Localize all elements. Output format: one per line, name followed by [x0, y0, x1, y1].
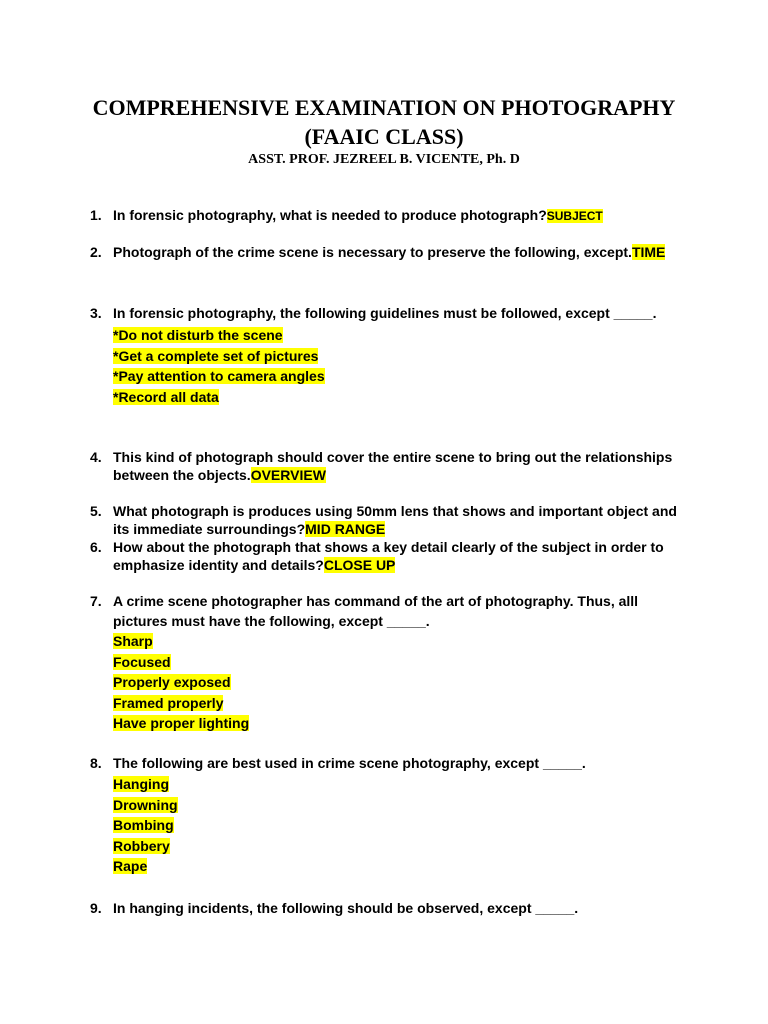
option-item: Bombing — [113, 817, 174, 833]
option-item: Drowning — [113, 796, 178, 813]
question-1 — [90, 206, 680, 225]
question-number: 8. — [90, 755, 102, 771]
option-item: Framed properly — [113, 694, 224, 711]
question-5 — [90, 502, 680, 538]
option-item: *Do not disturb the scene — [113, 327, 283, 343]
question-text: A crime scene photographer has command of the art of photography. Thus, alll pictures must have the following, except _____. — [113, 593, 639, 629]
question-number: 4. — [90, 449, 102, 465]
option-item: *Record all data — [113, 388, 219, 405]
option-item: Focused — [113, 653, 171, 670]
document-title: COMPREHENSIVE EXAMINATION ON PHOTOGRAPHY — [92, 95, 676, 120]
answer-highlight: TIME — [631, 244, 666, 260]
question-7 — [90, 591, 680, 734]
document-author: ASST. PROF. JEZREEL B. VICENTE, Ph. D — [248, 152, 520, 167]
answer-highlight: SUBJECT — [546, 209, 603, 223]
option-item: Have proper lighting — [113, 715, 250, 731]
question-text: In forensic photography, what is needed to produce photograph? — [113, 207, 547, 223]
question-8 — [90, 754, 680, 877]
option-item: Rape — [113, 858, 148, 874]
question-text: Photograph of the crime scene is necessary to preserve the following, except. — [113, 244, 632, 260]
question-number: 6. — [90, 539, 102, 555]
question-2 — [90, 243, 680, 261]
option-item: Properly exposed — [113, 674, 231, 690]
question-text: This kind of photograph should cover the entire scene to bring out the relationships between the objects. — [113, 449, 673, 483]
question-text: How about the photograph that shows a key detail clearly of the subject in order to emphasize identity and details? — [113, 539, 664, 573]
question-4 — [90, 448, 680, 484]
answer-highlight: MID RANGE — [305, 521, 386, 537]
question-number: 2. — [90, 244, 102, 260]
question-text: In forensic photography, the following guidelines must be followed, except _____. — [113, 305, 657, 321]
answer-highlight: CLOSE UP — [323, 557, 396, 573]
question-text: In hanging incidents, the following should be observed, except _____. — [113, 900, 579, 916]
question-number: 3. — [90, 305, 102, 321]
option-item: Hanging — [113, 776, 169, 792]
answer-highlight: OVERVIEW — [250, 467, 326, 483]
document-subtitle: (FAAIC CLASS) — [304, 124, 464, 149]
option-item: Robbery — [113, 837, 170, 854]
option-item: *Pay attention to camera angles — [113, 368, 325, 384]
question-number: 9. — [90, 900, 102, 916]
option-item: Sharp — [113, 633, 153, 649]
question-6 — [90, 538, 680, 574]
question-number: 1. — [90, 207, 102, 223]
question-text: What photograph is produces using 50mm lens that shows and important object and its immediate surroundings? — [113, 503, 677, 537]
question-number: 7. — [90, 593, 102, 609]
option-item: *Get a complete set of pictures — [113, 347, 319, 364]
question-3 — [90, 304, 680, 407]
question-9 — [90, 899, 680, 917]
question-number: 5. — [90, 503, 102, 519]
question-text: The following are best used in crime scene photography, except _____. — [113, 755, 586, 771]
